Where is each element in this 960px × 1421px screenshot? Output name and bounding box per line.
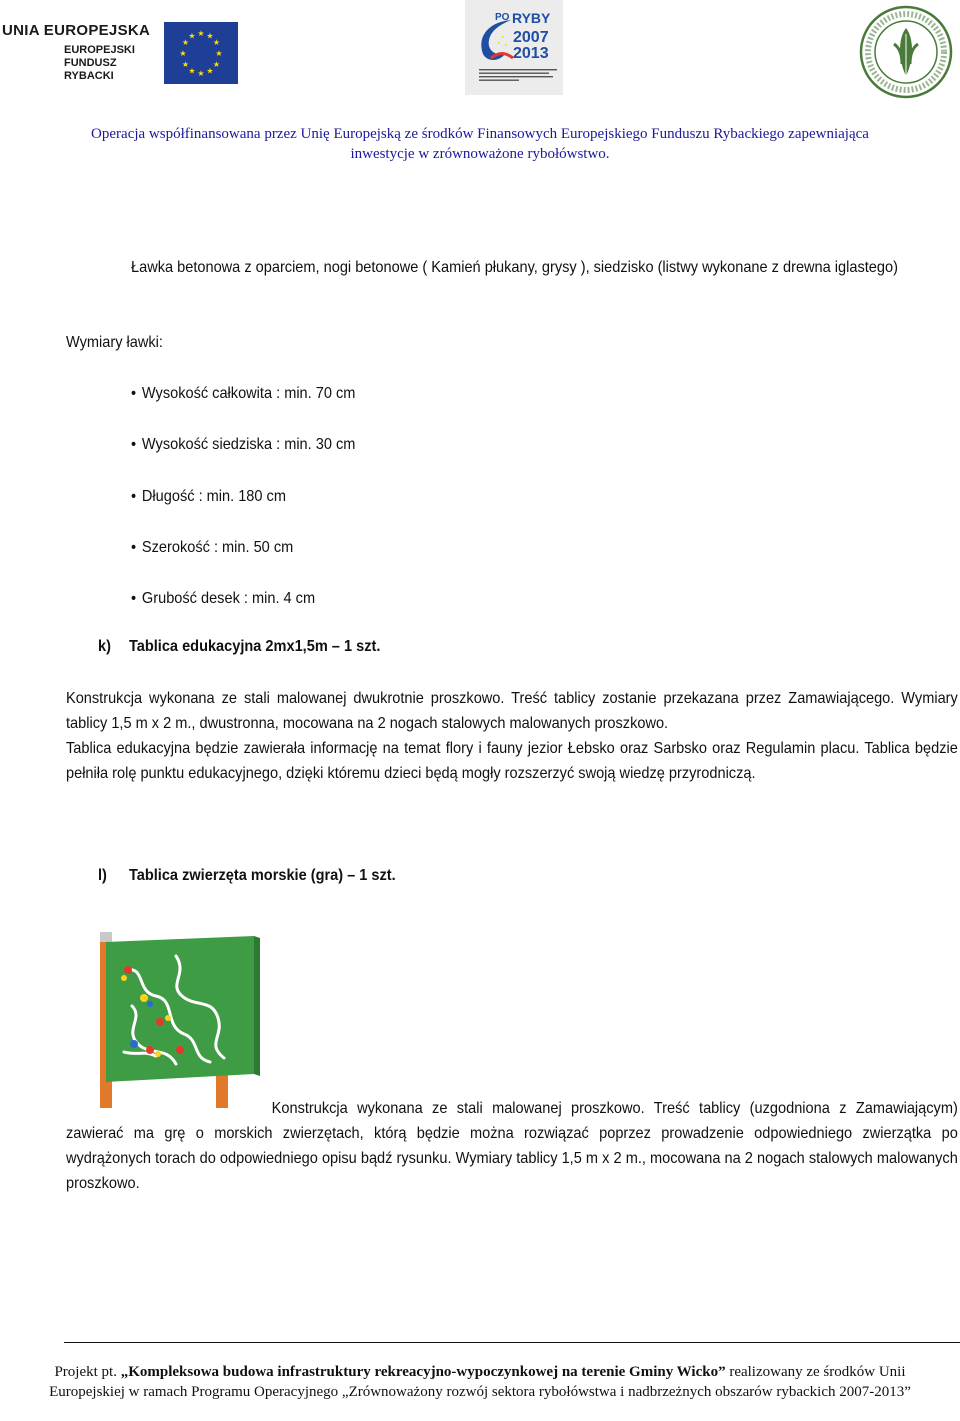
footer-divider <box>64 1342 960 1343</box>
section-k-body <box>66 686 958 786</box>
eu-logo-title: UNIA EUROPEJSKA <box>2 22 151 39</box>
dimension-list-item <box>131 484 286 509</box>
section-l-title: Tablica zwierzęta morskie (gra) – 1 szt. <box>128 867 396 884</box>
bullet-icon: • <box>131 436 137 453</box>
section-l-paragraph: Konstrukcja wykonana ze stali malowanej proszkowo. Treść tablicy (uzgodniona z Zamawiającym) zawierać ma grę o morskich zwierzętach, którą będzie można rozwiązać poprzez prowadzenie odpowiedniego zwierzątka po wydrążonych torach do odpowiedniego opisu bądź rysunku. Wymiary tablicy 1,5 m x 2 m., mocowana na 2 nogach stalowych malowanych proszkowo. <box>66 1100 958 1192</box>
dimension-text: Wysokość całkowita : min. 70 cm <box>141 385 356 402</box>
header-note-line: inwestycje w zrównoważone rybołówstwo. <box>350 146 610 162</box>
dimension-text: Wysokość siedziska : min. 30 cm <box>141 436 356 453</box>
header-cofinancing-note <box>40 124 920 164</box>
dimension-text: Grubość desek : min. 4 cm <box>141 590 316 607</box>
svg-text:★: ★ <box>215 49 223 58</box>
bench-dimensions-heading: Wymiary ławki: <box>66 334 163 351</box>
ministry-seal-icon <box>858 4 954 100</box>
svg-text:★: ★ <box>179 49 187 58</box>
footer-project-note <box>40 1362 920 1402</box>
section-l-heading <box>98 867 396 885</box>
bullet-icon: • <box>131 539 137 556</box>
svg-text:★: ★ <box>212 38 221 47</box>
dimension-list-item <box>131 535 293 560</box>
svg-text:★: ★ <box>497 40 501 45</box>
bullet-icon: • <box>131 488 137 505</box>
section-k-paragraph: Konstrukcja wykonana ze stali malowanej dwukrotnie proszkowo. Treść tablicy zostanie przekazana przez Zamawiającego. Wymiary tablicy 1,5 m x 2 m., dwustronna, mocowana na 2 nogach stalowych malowanych proszkowo. <box>66 690 958 732</box>
eu-flag-icon <box>164 22 238 84</box>
po-ryby-ryby: RYBY <box>512 10 551 26</box>
dimension-list-item <box>131 381 355 406</box>
section-k-heading <box>98 638 380 656</box>
eu-logo <box>0 0 240 90</box>
section-k-letter: k) <box>98 638 111 655</box>
bench-description: Ławka betonowa z oparciem, nogi betonowe ( Kamień płukany, grysy ), siedzisko (listwy wykonane z drewna iglastego) <box>131 259 898 276</box>
svg-text:★: ★ <box>181 38 190 47</box>
bullet-icon: • <box>131 385 137 402</box>
section-k-paragraph: Tablica edukacyjna będzie zawierała informację na temat flory i fauny jezior Łebsko oraz Sarbsko oraz Regulamin placu. Tablica będzie pełniła rolę punktu edukacyjnego, dzięki któremu dzieci będą mogły rozszerzyć swoją wiedzę przyrodniczą. <box>66 740 958 782</box>
svg-text:★: ★ <box>197 69 205 78</box>
svg-text:★: ★ <box>197 29 205 38</box>
eu-logo-subtitle <box>64 44 135 83</box>
footer-project-title: „Kompleksowa budowa infrastruktury rekreacyjno-wypoczynkowej na terenie Gminy Wicko” <box>120 1364 726 1380</box>
eu-logo-subtitle-line: RYBACKI <box>64 70 114 82</box>
section-k-title: Tablica edukacyjna 2mx1,5m – 1 szt. <box>128 638 381 655</box>
po-ryby-po: PO <box>495 12 510 23</box>
svg-text:★: ★ <box>212 60 221 69</box>
svg-text:★: ★ <box>501 34 505 39</box>
svg-text:★: ★ <box>188 31 196 41</box>
po-ryby-year-end: 2013 <box>513 45 549 62</box>
sea-animals-game-board-illustration <box>84 926 274 1110</box>
dimension-list-item <box>131 432 355 457</box>
eu-logo-subtitle-line: FUNDUSZ <box>64 57 117 69</box>
bullet-icon: • <box>131 590 137 607</box>
svg-text:★: ★ <box>206 31 214 41</box>
dimension-text: Szerokość : min. 50 cm <box>141 539 294 556</box>
svg-text:★: ★ <box>188 66 196 76</box>
po-ryby-caption-lines <box>479 68 559 82</box>
svg-text:★: ★ <box>181 60 190 69</box>
dimension-list-item <box>131 586 315 611</box>
po-ryby-logo <box>465 0 563 95</box>
svg-text:★: ★ <box>206 66 214 76</box>
section-l-letter: l) <box>98 867 107 884</box>
eu-logo-subtitle-line: EUROPEJSKI <box>64 44 135 56</box>
footer-prefix: Projekt pt. <box>54 1364 121 1380</box>
header-note-line: Operacja współfinansowana przez Unię Europejską ze środków Finansowych Europejskiego Funduszu Rybackiego zapewniająca <box>91 126 869 142</box>
section-l-body <box>66 1096 958 1196</box>
footer-suffix: realizowany ze środków Unii Europejskiej w ramach Programu Operacyjnego „Zrównoważony rozwój sektora rybołówstwa i nadbrzeżnych obszarów rybackich 2007-2013” <box>49 1364 911 1400</box>
po-ryby-year-start: 2007 <box>513 29 549 46</box>
dimension-text: Długość : min. 180 cm <box>141 488 286 505</box>
svg-text:★: ★ <box>504 42 508 47</box>
po-ryby-year <box>513 30 549 62</box>
